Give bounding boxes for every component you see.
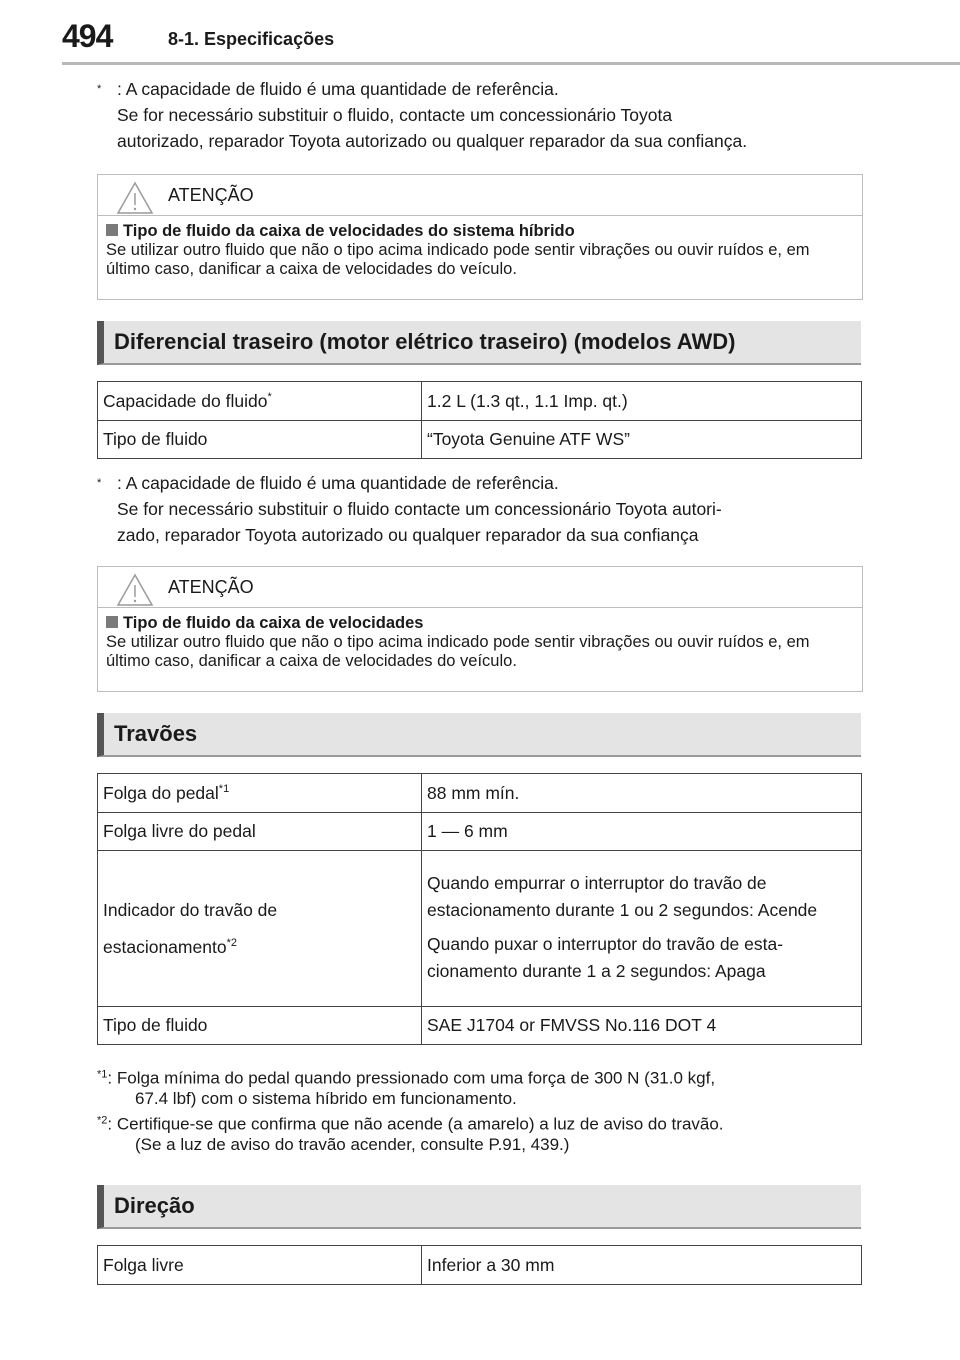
table-row [98,421,862,459]
warning-box [97,174,863,300]
fluid-capacity-note [97,470,897,548]
footnote: $^{*2}$: Certifique-se que confirma que não acende (a amarelo) a luz de aviso do travão. (Se a luz de aviso do travão acender, consulte P.91, 439.) [97,1114,724,1154]
footnote: $^{*1}$: Folga mínima do pedal quando pressionado com uma força de 300 N (31.0 kgf, 67.4 lbf) com o sistema híbrido em funcionamento. [97,1068,716,1108]
square-bullet-icon [106,616,118,628]
table-cell-value: “Toyota Genuine ATF WS” [422,421,862,459]
note-line: autorizado, reparador Toyota autorizado ou qualquer reparador da sua confiança. [117,131,748,151]
note-line: Se for necessário substituir o fluido, contacte um concessionário Toyota [117,105,673,125]
table-cell-label: Folga livre do pedal [98,813,422,851]
table-cell-label: Capacidade do fluido* [98,382,422,421]
warning-header [98,175,862,216]
note-asterisk: * [97,83,102,95]
table-cell-value: Quando empurrar o interruptor do travão de estacionamento durante 1 ou 2 segundos: Acende Quando puxar o interruptor do travão de esta-cionamento durante 1 a 2 segundos: Apaga [422,851,862,1007]
warning-label: ATENÇÃO [168,185,254,205]
note-line: zado, reparador Toyota autorizado ou qualquer reparador da sua confiança [117,525,699,545]
section-title: Travões [114,721,198,746]
page-number: 494 [62,18,113,54]
table-row [98,382,862,421]
warning-title [106,222,854,241]
section-title: Direção [114,1193,195,1218]
table-row [98,851,862,1007]
table-row [98,1007,862,1045]
rear-differential-table [97,381,862,459]
table-cell-label: Tipo de fluido [98,421,422,459]
section-title: Diferencial traseiro (motor elétrico traseiro) (modelos AWD) [114,329,736,354]
warning-box [97,566,863,692]
warning-text: Se utilizar outro fluido que não o tipo acima indicado pode sentir vibrações ou ouvir ruídos e, em último caso, danificar a caixa de velocidades do veículo. [106,633,810,670]
table-cell-label: Folga livre [98,1246,422,1285]
note-line: Se for necessário substituir o fluido contacte um concessionário Toyota autori- [117,499,722,519]
table-cell-label: Indicador do travão de estacionamento$^{*2}$ [98,851,422,1007]
table-cell-label: Folga do pedal$^{*1}$ [98,774,422,813]
table-row [98,774,862,813]
table-cell-label: Tipo de fluido [98,1007,422,1045]
table-row [98,1246,862,1285]
note-line: : A capacidade de fluido é uma quantidade de referência. [117,79,559,99]
footnote-mark: *2 [97,1114,108,1126]
section-heading-brakes [97,713,861,757]
warning-triangle-icon [116,181,154,215]
brakes-table [97,773,862,1045]
table-row [98,813,862,851]
fluid-capacity-note [97,76,897,154]
section-heading-rear-differential [97,321,861,365]
warning-title-text: Tipo de fluido da caixa de velocidades do sistema híbrido [123,222,575,240]
warning-label: ATENÇÃO [168,577,254,597]
chapter-title: 8-1. Especificações [168,29,335,49]
footnote-mark: *1 [97,1068,108,1080]
warning-text: Se utilizar outro fluido que não o tipo acima indicado pode sentir vibrações ou ouvir ruídos e, em último caso, danificar a caixa de velocidades do veículo. [106,241,810,278]
steering-table [97,1245,862,1285]
square-bullet-icon [106,224,118,236]
note-asterisk: * [97,477,102,489]
table-cell-value: Inferior a 30 mm [422,1246,862,1285]
warning-header [98,567,862,608]
section-heading-steering [97,1185,861,1229]
table-cell-value: 88 mm mín. [422,774,862,813]
header-rule [62,62,960,65]
warning-triangle-icon [116,573,154,607]
note-line: : A capacidade de fluido é uma quantidade de referência. [117,473,559,493]
warning-title-text: Tipo de fluido da caixa de velocidades [123,614,424,632]
warning-title [106,614,854,633]
table-cell-value: 1 — 6 mm [422,813,862,851]
table-cell-value: SAE J1704 or FMVSS No.116 DOT 4 [422,1007,862,1045]
table-cell-value: 1.2 L (1.3 qt., 1.1 Imp. qt.) [422,382,862,421]
